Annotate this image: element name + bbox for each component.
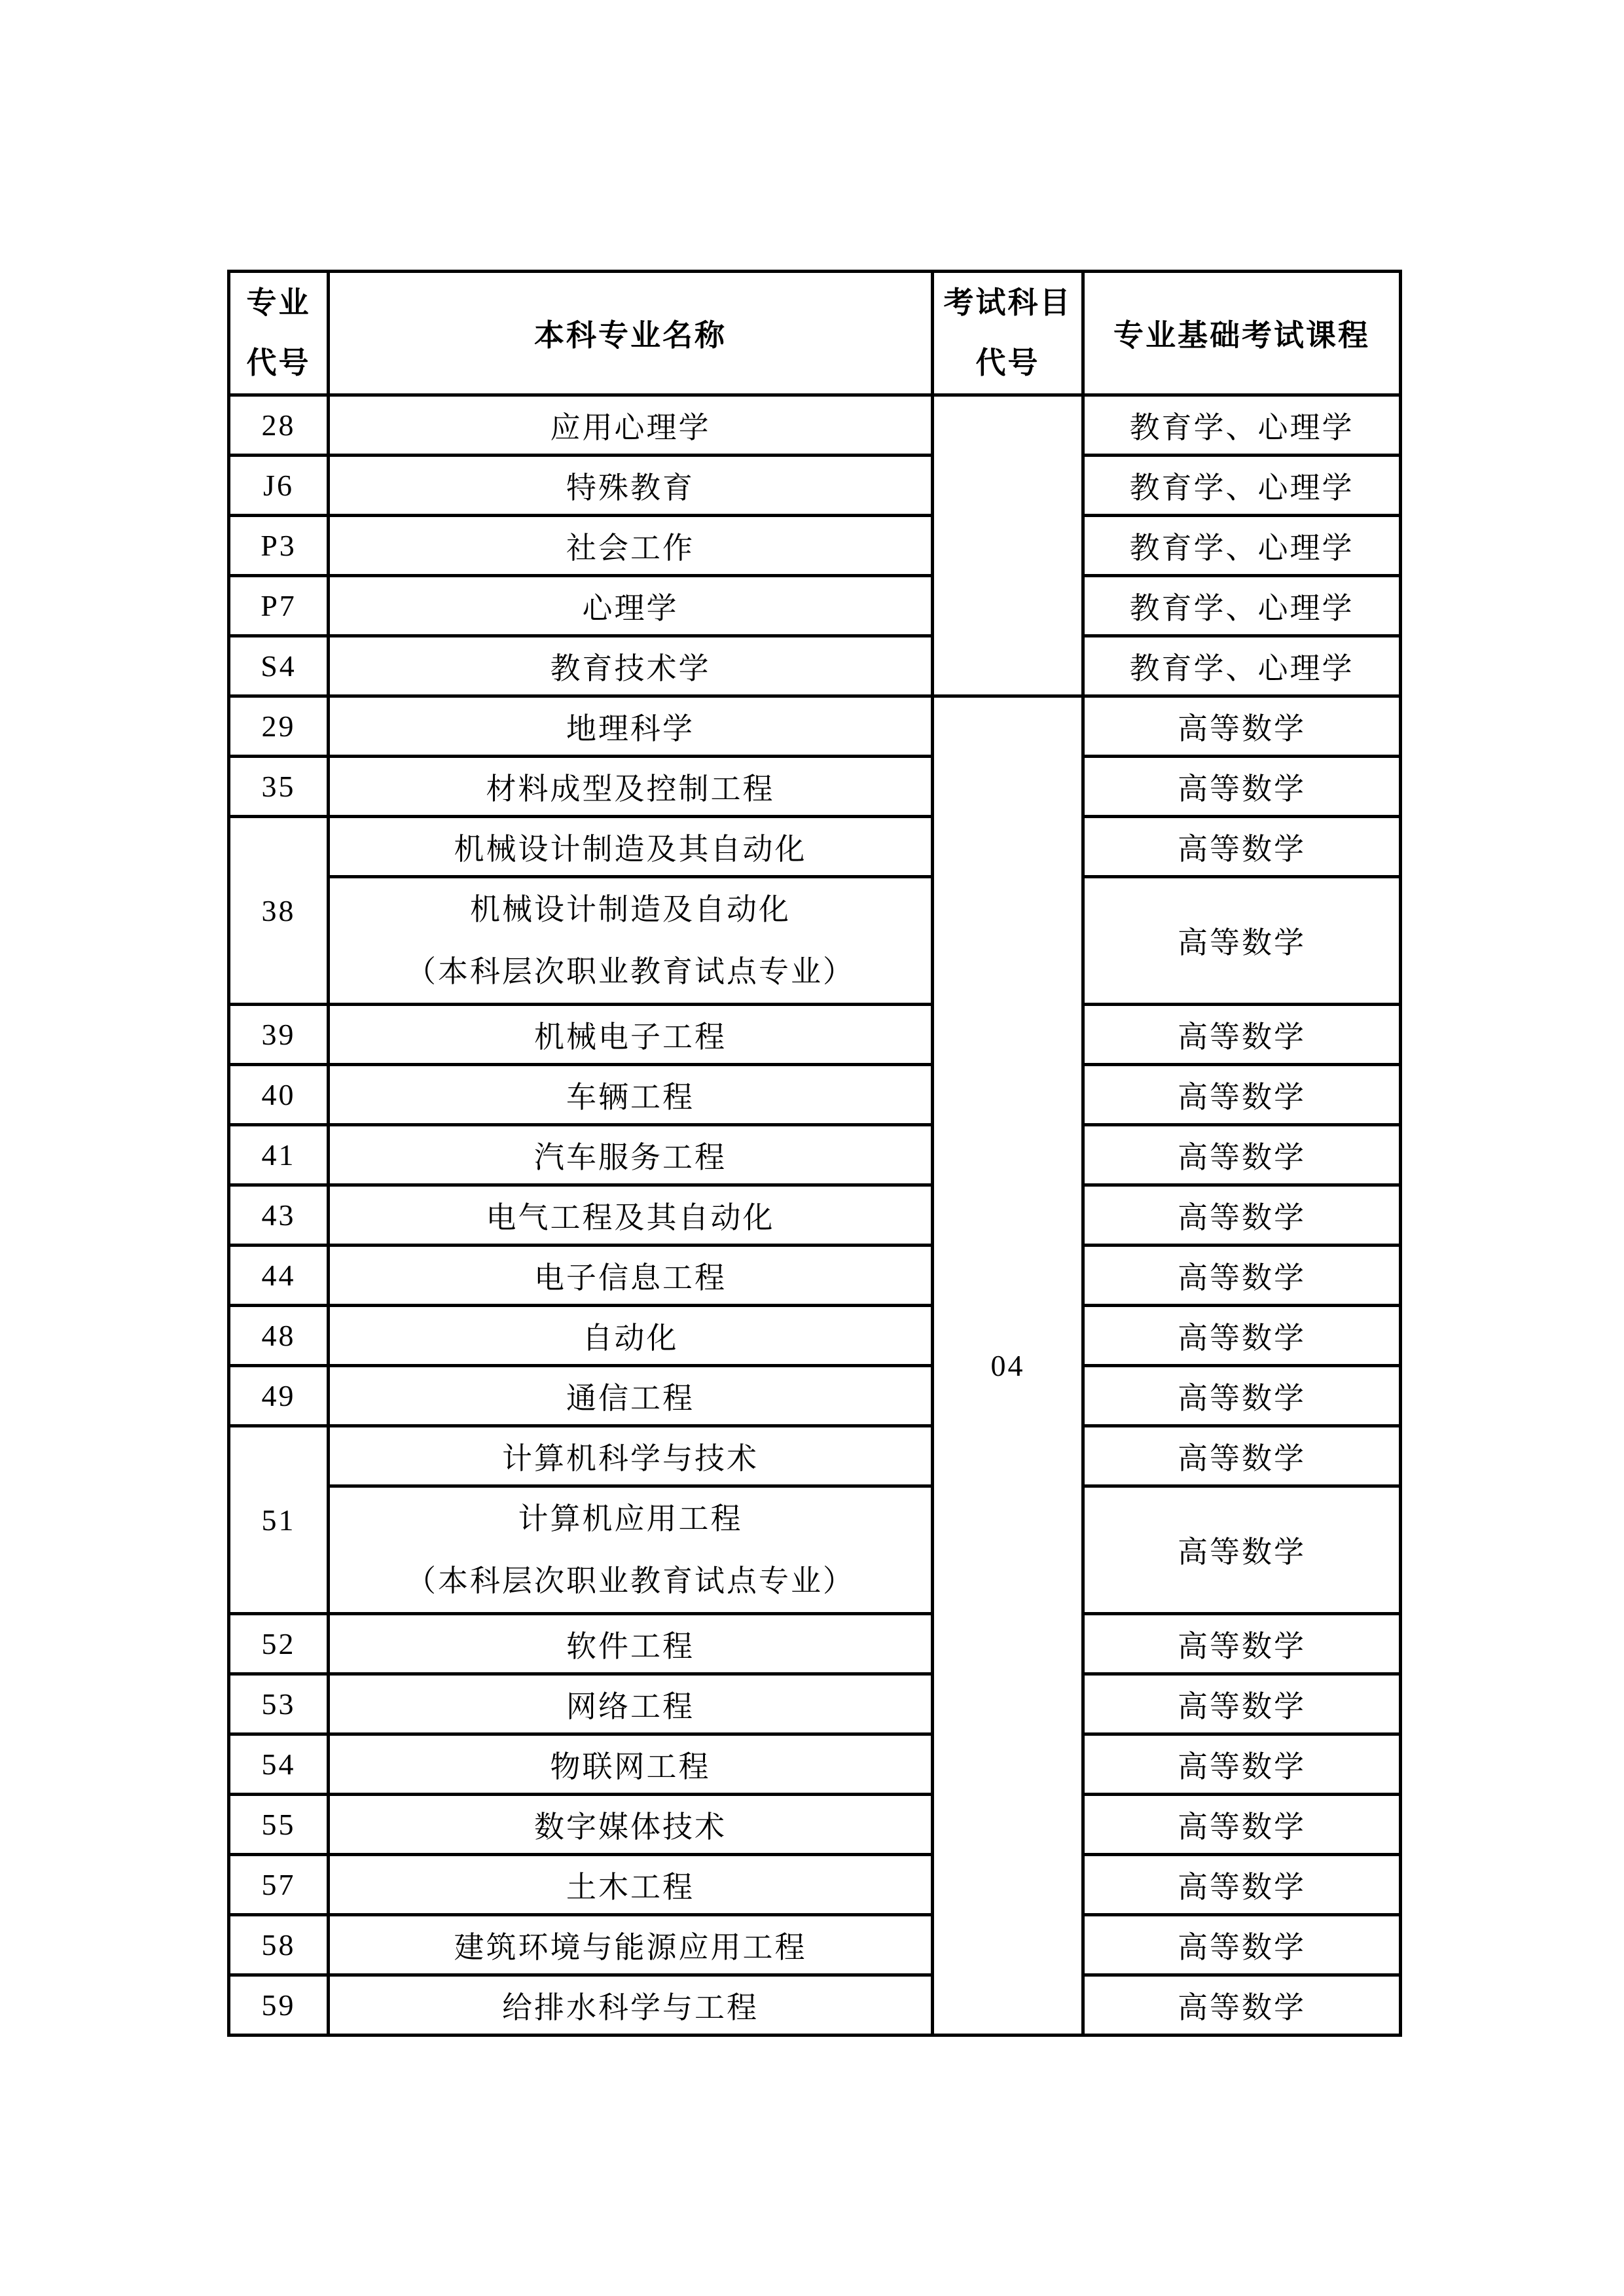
- cell-major-name: 软件工程: [329, 1614, 933, 1674]
- cell-course: 高等数学: [1083, 1795, 1401, 1855]
- cell-major-name: 计算机科学与技术: [329, 1426, 933, 1486]
- table-row: [229, 1246, 1401, 1306]
- table-row: [229, 757, 1401, 817]
- cell-major-name: 网络工程: [329, 1674, 933, 1734]
- table-row: [229, 1855, 1401, 1915]
- cell-major-name: 给排水科学与工程: [329, 1975, 933, 2036]
- table-row: [229, 1795, 1401, 1855]
- table-row: [229, 516, 1401, 576]
- cell-major-name: 物联网工程: [329, 1734, 933, 1795]
- cell-major-name: 土木工程: [329, 1855, 933, 1915]
- table-row: [229, 576, 1401, 636]
- cell-course: 高等数学: [1083, 1065, 1401, 1125]
- cell-major-name: 汽车服务工程: [329, 1125, 933, 1185]
- cell-course: 高等数学: [1083, 1246, 1401, 1306]
- cell-course: 高等数学: [1083, 757, 1401, 817]
- cell-major-name: 电子信息工程: [329, 1246, 933, 1306]
- header-subject-code: [933, 272, 1083, 395]
- cell-course: 高等数学: [1083, 1674, 1401, 1734]
- cell-subject-code-group-b: 04: [933, 696, 1083, 2036]
- cell-major-code: 38: [229, 817, 329, 1005]
- table-row: [229, 1306, 1401, 1366]
- cell-course: 高等数学: [1083, 1734, 1401, 1795]
- table-row: [229, 395, 1401, 456]
- table-row: [229, 696, 1401, 757]
- cell-course: 高等数学: [1083, 1426, 1401, 1486]
- table-row: [229, 1185, 1401, 1246]
- cell-major-name: 社会工作: [329, 516, 933, 576]
- header-subject-code-line2: 代号: [975, 346, 1040, 380]
- header-major-code-line1: 专业: [246, 286, 311, 319]
- header-major-name: 本科专业名称: [329, 272, 933, 395]
- cell-major-code: 28: [229, 395, 329, 456]
- table-row: [229, 1366, 1401, 1426]
- cell-major-code: 57: [229, 1855, 329, 1915]
- cell-major-name: 心理学: [329, 576, 933, 636]
- cell-major-name: 数字媒体技术: [329, 1795, 933, 1855]
- cell-course: 教育学、心理学: [1083, 636, 1401, 696]
- majors-exam-table: [227, 270, 1402, 2037]
- cell-major-code: 51: [229, 1426, 329, 1614]
- cell-major-code: 43: [229, 1185, 329, 1246]
- header-row: [229, 272, 1401, 395]
- cell-major-code: 53: [229, 1674, 329, 1734]
- table-row: [229, 456, 1401, 516]
- cell-major-code: 41: [229, 1125, 329, 1185]
- cell-course: 高等数学: [1083, 1614, 1401, 1674]
- table-row: [229, 1915, 1401, 1975]
- header-subject-code-line1: 考试科目: [943, 286, 1072, 319]
- major-name-line1: 机械设计制造及自动化: [470, 893, 791, 926]
- cell-major-code: 35: [229, 757, 329, 817]
- major-name-line1: 计算机应用工程: [518, 1502, 743, 1535]
- table-row: [229, 1486, 1401, 1614]
- table-row: [229, 1005, 1401, 1065]
- cell-major-name: 特殊教育: [329, 456, 933, 516]
- cell-course: 高等数学: [1083, 1975, 1401, 2036]
- cell-major-code: 40: [229, 1065, 329, 1125]
- header-major-code-line2: 代号: [246, 346, 311, 380]
- cell-major-code: 52: [229, 1614, 329, 1674]
- table-row: [229, 1065, 1401, 1125]
- major-name-line2: （本科层次职业教育试点专业）: [406, 955, 855, 988]
- cell-course: 高等数学: [1083, 1855, 1401, 1915]
- cell-major-code: 58: [229, 1915, 329, 1975]
- table-row: [229, 1614, 1401, 1674]
- table-row: [229, 877, 1401, 1005]
- cell-major-name: 机械设计制造及其自动化: [329, 817, 933, 877]
- cell-major-code: S4: [229, 636, 329, 696]
- table-row: [229, 1426, 1401, 1486]
- cell-major-name: [329, 877, 933, 1005]
- cell-major-name: 应用心理学: [329, 395, 933, 456]
- cell-major-name: 自动化: [329, 1306, 933, 1366]
- table-row: [229, 817, 1401, 877]
- cell-major-name: 地理科学: [329, 696, 933, 757]
- cell-course: 高等数学: [1083, 817, 1401, 877]
- cell-major-name: 车辆工程: [329, 1065, 933, 1125]
- cell-major-code: P7: [229, 576, 329, 636]
- header-course: 专业基础考试课程: [1083, 272, 1401, 395]
- cell-major-code: 55: [229, 1795, 329, 1855]
- cell-major-code: 49: [229, 1366, 329, 1426]
- cell-major-name: 通信工程: [329, 1366, 933, 1426]
- cell-major-name: 机械电子工程: [329, 1005, 933, 1065]
- table-row: [229, 1125, 1401, 1185]
- cell-major-code: 54: [229, 1734, 329, 1795]
- cell-major-name: 电气工程及其自动化: [329, 1185, 933, 1246]
- table-row: [229, 636, 1401, 696]
- cell-course: 高等数学: [1083, 1005, 1401, 1065]
- header-major-code: [229, 272, 329, 395]
- table-row: [229, 1734, 1401, 1795]
- cell-major-code: 29: [229, 696, 329, 757]
- cell-major-name: 建筑环境与能源应用工程: [329, 1915, 933, 1975]
- cell-subject-code-group-a: [933, 395, 1083, 696]
- cell-course: 高等数学: [1083, 1915, 1401, 1975]
- cell-course: 教育学、心理学: [1083, 456, 1401, 516]
- cell-course: 高等数学: [1083, 1486, 1401, 1614]
- cell-course: 高等数学: [1083, 1185, 1401, 1246]
- cell-course: 高等数学: [1083, 1366, 1401, 1426]
- cell-major-name: [329, 1486, 933, 1614]
- cell-major-code: 48: [229, 1306, 329, 1366]
- cell-course: 高等数学: [1083, 877, 1401, 1005]
- cell-major-name: 材料成型及控制工程: [329, 757, 933, 817]
- cell-course: 教育学、心理学: [1083, 395, 1401, 456]
- major-name-line2: （本科层次职业教育试点专业）: [406, 1564, 855, 1598]
- cell-course: 教育学、心理学: [1083, 576, 1401, 636]
- cell-course: 教育学、心理学: [1083, 516, 1401, 576]
- table-row: [229, 1975, 1401, 2036]
- cell-course: 高等数学: [1083, 696, 1401, 757]
- cell-major-name: 教育技术学: [329, 636, 933, 696]
- cell-major-code: 44: [229, 1246, 329, 1306]
- cell-major-code: J6: [229, 456, 329, 516]
- cell-major-code: 59: [229, 1975, 329, 2036]
- cell-major-code: P3: [229, 516, 329, 576]
- cell-major-code: 39: [229, 1005, 329, 1065]
- cell-course: 高等数学: [1083, 1306, 1401, 1366]
- table-row: [229, 1674, 1401, 1734]
- cell-course: 高等数学: [1083, 1125, 1401, 1185]
